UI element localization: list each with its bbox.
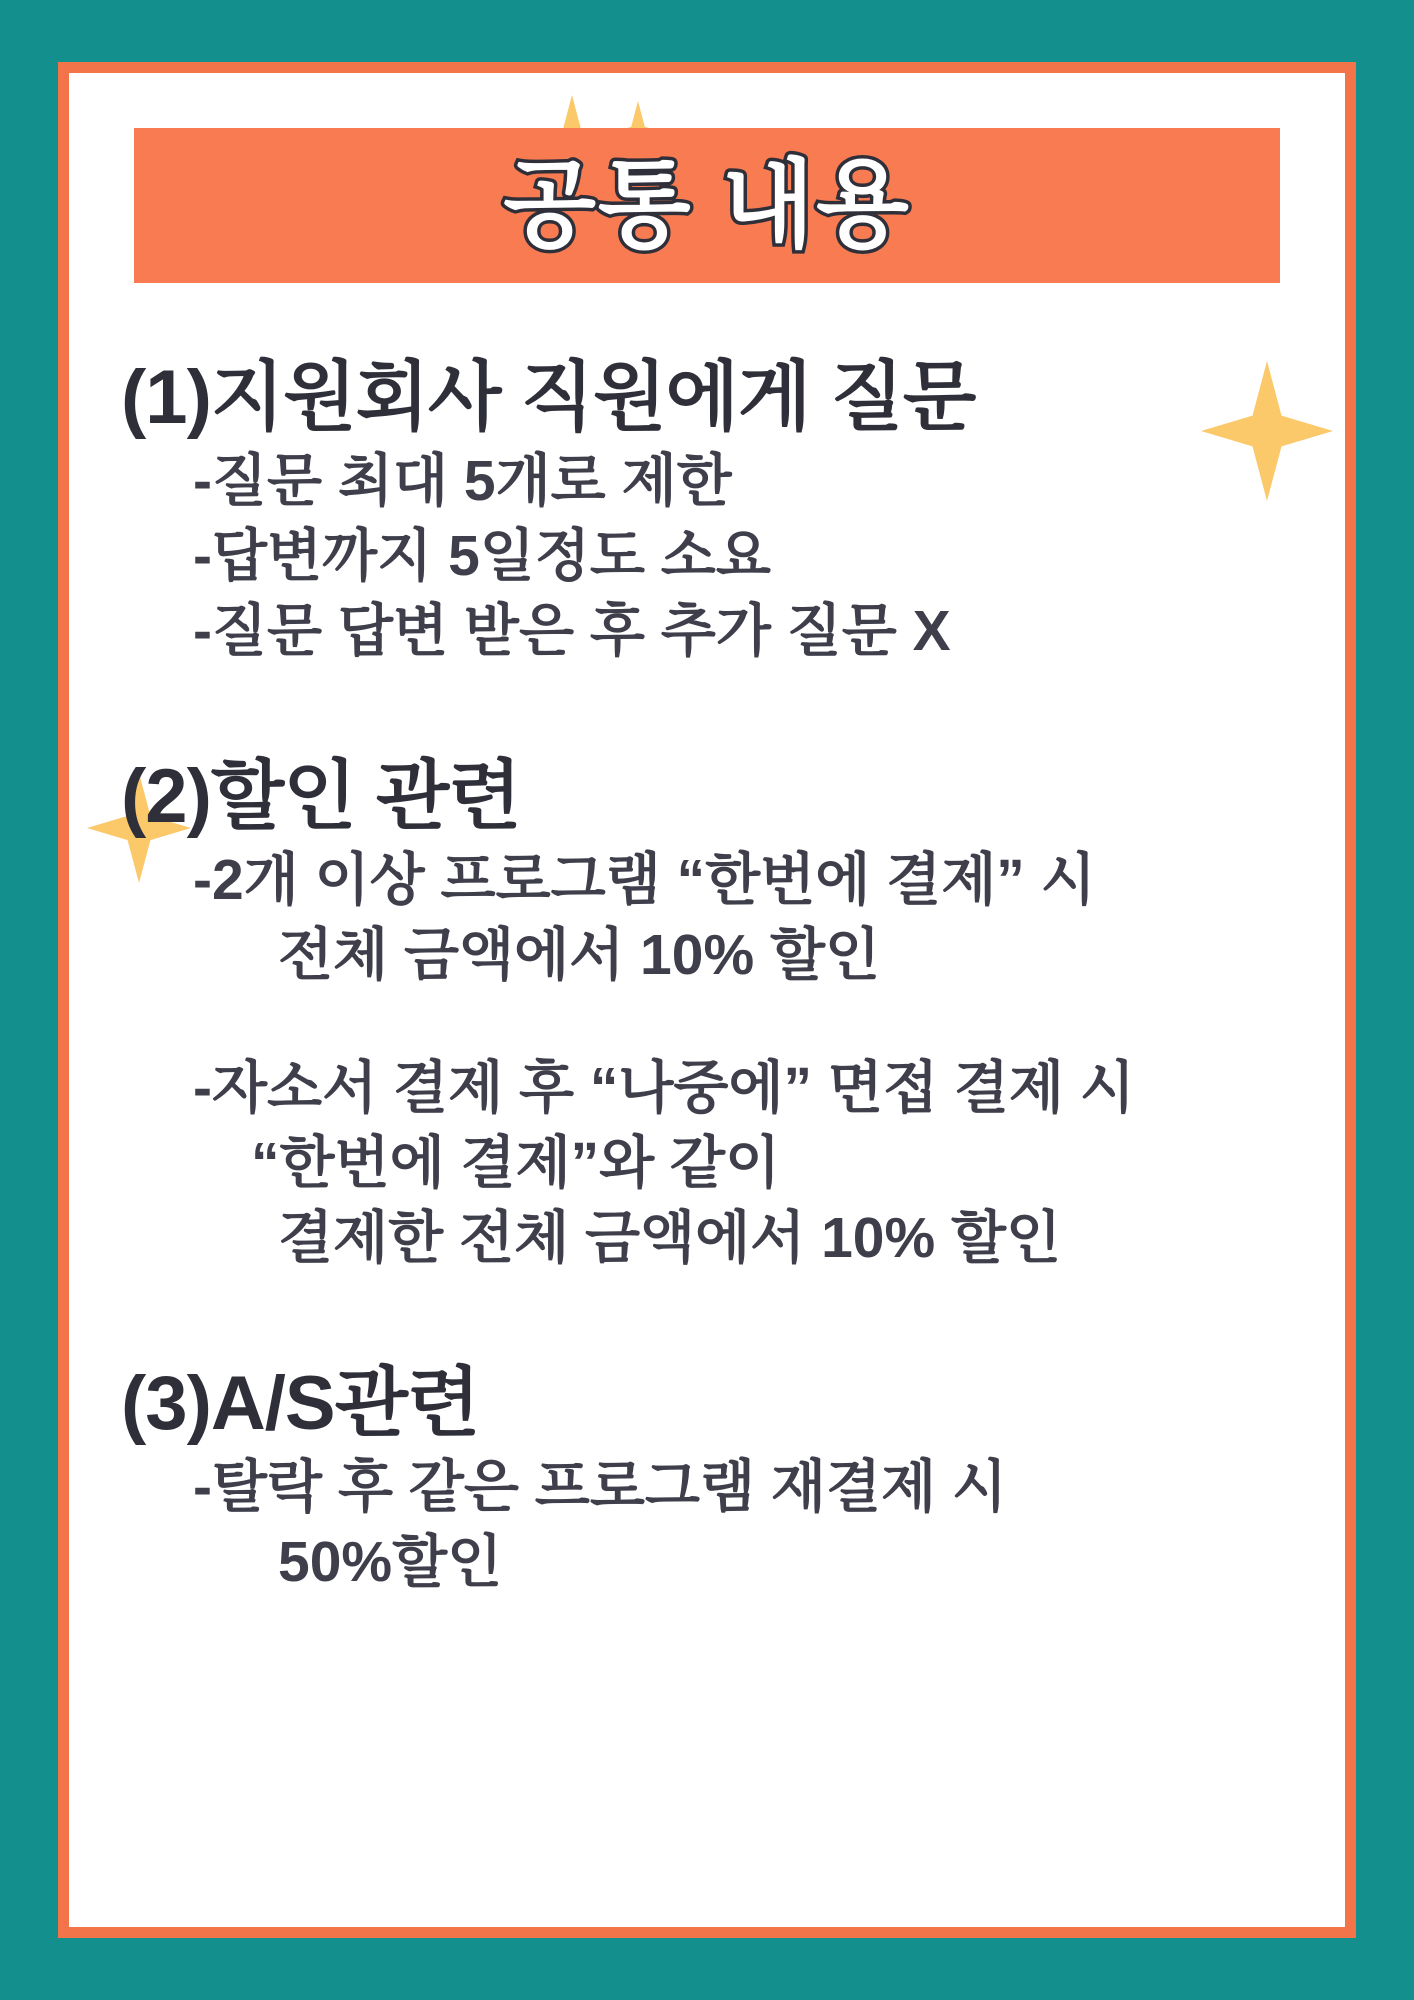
poster-inner	[69, 73, 1345, 1927]
spacer	[121, 1277, 1293, 1363]
content-body	[121, 357, 1293, 1599]
list-item: 결제한 전체 금액에서 10% 할인	[278, 1205, 1062, 1270]
list-item: 50%할인	[278, 1529, 503, 1594]
section-3-bullets	[121, 1451, 1293, 1599]
page-title: 공통 내용	[503, 151, 911, 259]
list-item: -탈락 후 같은 프로그램 재결제 시	[193, 1454, 1007, 1519]
section-2	[121, 753, 1293, 1275]
section-1-bullets	[121, 445, 1293, 668]
poster-frame	[58, 62, 1356, 1938]
section-1-heading: (1)지원회사 직원에게 질문	[121, 355, 976, 440]
title-banner	[134, 128, 1280, 283]
section-2-heading: (2)할인 관련	[121, 753, 521, 839]
list-item: -2개 이상 프로그램 “한번에 결제” 시	[193, 848, 1096, 913]
spacer	[121, 670, 1293, 756]
section-3	[121, 1360, 1293, 1599]
list-item: -질문 답변 받은 후 추가 질문 X	[193, 598, 951, 663]
list-item: “한번에 결제”와 같이	[251, 1130, 781, 1195]
section-1	[121, 357, 1293, 668]
list-item: -답변까지 5일정도 소요	[193, 524, 771, 589]
list-item: -자소서 결제 후 “나중에” 면접 결제 시	[193, 1055, 1135, 1120]
list-item: 전체 금액에서 10% 할인	[278, 922, 881, 987]
section-2-bullets-a	[121, 844, 1293, 992]
list-item: -질문 최대 5개로 제한	[193, 449, 732, 514]
spacer	[121, 994, 1293, 1052]
section-2-bullets-b	[121, 1052, 1293, 1275]
section-3-heading: (3)A/S관련	[121, 1360, 480, 1446]
